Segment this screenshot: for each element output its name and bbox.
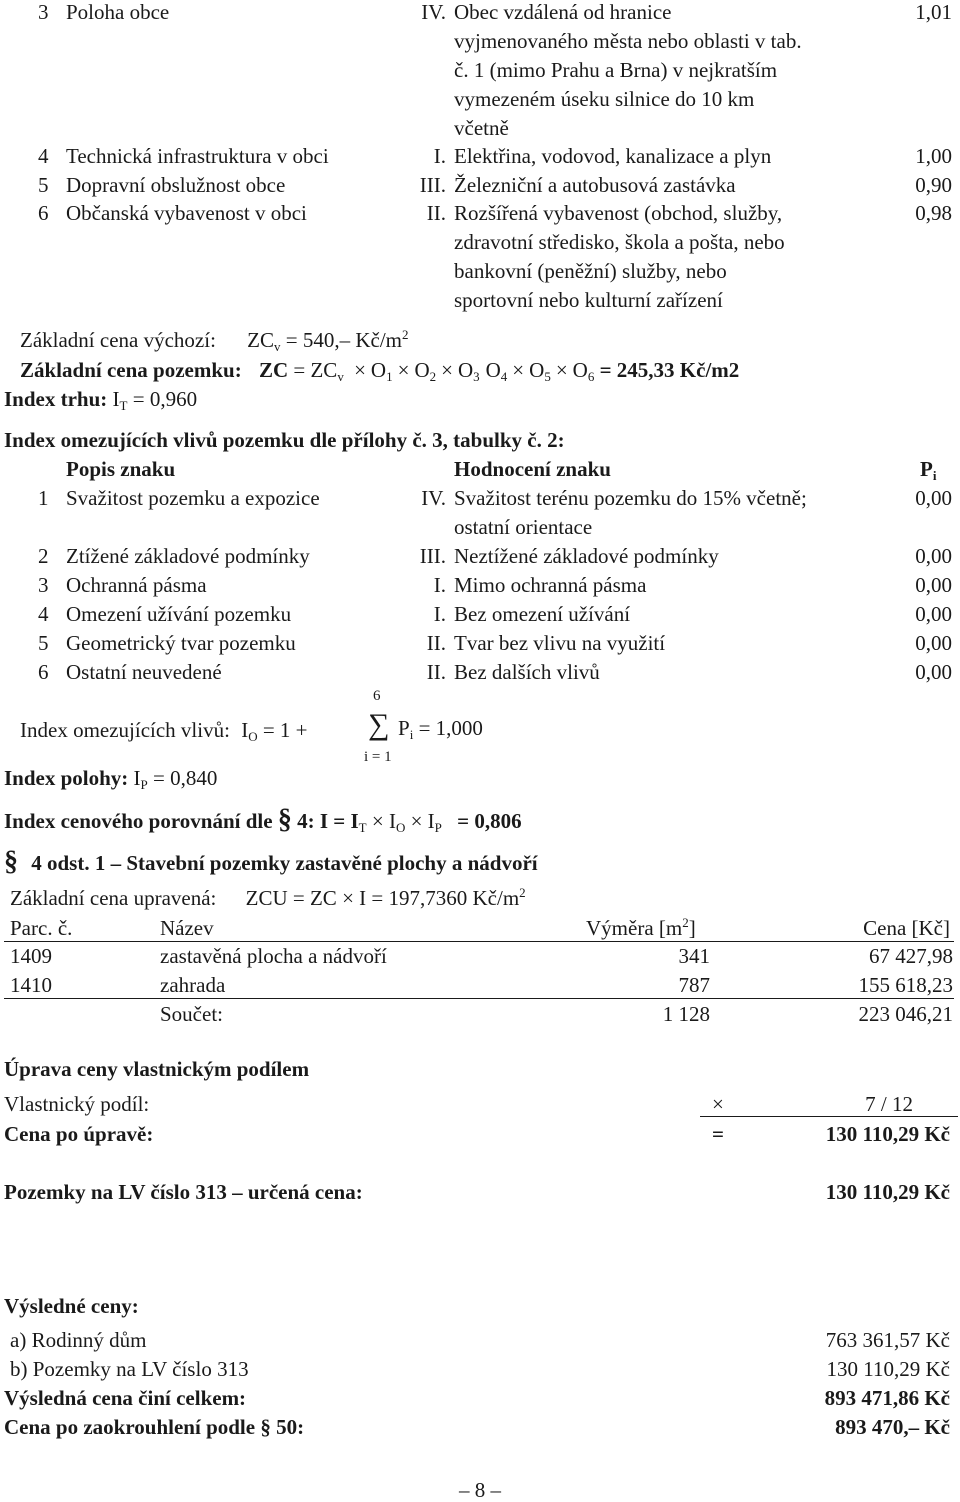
criteria-number: 3 <box>38 0 49 24</box>
restrict-description: Svažitost terénu pozemku do 15% včetně; <box>454 486 807 510</box>
factor-o: O <box>370 358 387 382</box>
restrict-value: 0,00 <box>915 660 952 684</box>
base-price-line: Základní cena výchozí: $ZC_v = 540,-$ $Kč/m^2$ <box>20 327 409 354</box>
factor-o: O <box>572 358 588 382</box>
restrict-index-sum: $P_i = 1,000$ <box>398 716 483 742</box>
ownership-heading: Úprava ceny vlastnickým podílem <box>4 1057 310 1081</box>
criteria-number: 4 <box>38 144 49 168</box>
criteria-value: 1,00 <box>915 144 952 168</box>
ownership-share-label: Vlastnický podíl: <box>4 1092 150 1116</box>
ownership-share-value: 7 / 12 <box>865 1092 913 1116</box>
criteria-description: zdravotní středisko, škola a pošta, nebo <box>454 230 785 254</box>
after-adjust-label: Cena po úpravě: <box>4 1122 154 1146</box>
land-price-line: Základní cena pozemku: ZC = $ZC_v \times O_1 \times O_2 \times O_3$ $O_4 \times O_5 \times O_6 = 245,33$ Kč/m2 <box>20 358 740 384</box>
criteria-value: 0,98 <box>915 201 952 225</box>
lv-price-label: Pozemky na LV číslo 313 – určená cena: <box>4 1180 363 1204</box>
restrict-value: 0,00 <box>915 631 952 655</box>
parcels-header-c1: Parc. č. <box>10 916 73 940</box>
factor-index: 6 <box>587 369 595 384</box>
lv-price-value: 130 110,29 Kč <box>825 1180 950 1204</box>
sigma-symbol: ∑ <box>368 708 390 741</box>
restrict-index-line: Index omezujících vlivů: $I_O = 1$ + <box>20 718 308 744</box>
restrict-label: Ostatní neuvedené <box>66 660 222 684</box>
restrict-header-c2: Hodnocení znaku <box>454 457 611 481</box>
criteria-description: vyjmenovaného města nebo oblasti v tab. <box>454 29 802 53</box>
restrict-number: 2 <box>38 544 49 568</box>
adjusted-price-line: Základní cena upravená: ZCU = ZC × I = 197,7360 $Kč/m^2$ <box>10 885 526 910</box>
restrict-rank: III. <box>419 544 446 568</box>
criteria-rank: I. <box>433 144 446 168</box>
restrict-description: Tvar bez vlivu na využití <box>454 631 666 655</box>
after-adjust-value: 130 110,29 Kč <box>825 1122 950 1146</box>
parcel-name: zastavěná plocha a nádvoří <box>160 944 387 968</box>
parcels-header-c4: Cena [Kč] <box>863 916 950 940</box>
restrict-number: 5 <box>38 631 49 655</box>
criteria-value: 0,90 <box>915 173 952 197</box>
restrict-rank: II. <box>426 631 446 655</box>
criteria-description: Železniční a autobusová zastávka <box>454 173 736 197</box>
restrict-header-c1: Popis znaku <box>66 457 176 481</box>
criteria-rank: II. <box>426 201 446 225</box>
criteria-label: Dopravní obslužnost obce <box>66 173 286 197</box>
factor-index: 1 <box>386 369 393 384</box>
parcel-price: 67 427,98 <box>869 944 953 968</box>
restrict-number: 1 <box>38 486 49 510</box>
factor-index: 2 <box>429 369 437 384</box>
land-price-result: = 245,33 Kč/m2 <box>599 358 740 382</box>
land-price-label: Základní cena pozemku: <box>20 358 242 382</box>
criteria-label: Technická infrastruktura v obci <box>66 144 329 168</box>
factor-o: O <box>457 358 474 382</box>
restrict-description: ostatní orientace <box>454 515 593 539</box>
result-value: 893 471,86 Kč <box>824 1386 950 1410</box>
result-label: a) Rodinný dům <box>10 1328 147 1352</box>
parcels-sum-price: 223 046,21 <box>858 1002 953 1026</box>
adjusted-price-formula: ZCU = ZC × I = 197,7360 Kč/m <box>245 886 520 910</box>
criteria-description: bankovní (peněžní) služby, nebo <box>454 259 727 283</box>
criteria-description: včetně <box>454 116 509 140</box>
factor-index: 4 <box>500 369 508 384</box>
result-label: Cena po zaokrouhlení podle § 50: <box>4 1415 305 1439</box>
compare-index-value: = 0,806 <box>457 809 522 833</box>
restrict-description: Neztížené základové podmínky <box>454 544 719 568</box>
criteria-number: 6 <box>38 201 49 225</box>
result-value: 893 470,– Kč <box>835 1415 950 1439</box>
restrict-heading: Index omezujících vlivů pozemku dle přílohy č. 3, tabulky č. 2: <box>4 428 565 452</box>
base-price-value: = 540,– Kč/m <box>285 328 403 352</box>
land-price-factors <box>349 358 600 382</box>
market-index-line: Index trhu: $I_T = 0,960$ <box>4 387 198 413</box>
page-number: – 8 – <box>459 1478 501 1502</box>
result-value: 763 361,57 Kč <box>825 1328 950 1352</box>
ownership-share-op: × <box>712 1092 724 1116</box>
position-index-line: Index polohy: $I_P = 0,840$ <box>4 766 218 792</box>
criteria-description: č. 1 (mimo Prahu a Brna) v nejkratším <box>454 58 778 82</box>
restrict-value: 0,00 <box>915 602 952 626</box>
factor-o: O <box>485 358 501 382</box>
restrict-rank: IV. <box>421 486 446 510</box>
times-sign: × <box>555 358 568 382</box>
restrict-label: Ochranná pásma <box>66 573 207 597</box>
parcels-sum-rule <box>4 998 954 999</box>
parcel-area: 787 <box>678 973 710 997</box>
market-index-value: = 0,960 <box>132 387 198 411</box>
compare-index-line: Index cenového porovnání dle § 4: $I = I_T \times I_O \times I_P = 0,806$ <box>4 804 522 835</box>
restrict-number: 3 <box>38 573 49 597</box>
restrict-label: Geometrický tvar pozemku <box>66 631 296 655</box>
criteria-value: 1,01 <box>915 0 952 24</box>
restrict-value: 0,00 <box>915 573 952 597</box>
parcel-number: 1410 <box>10 973 52 997</box>
sigma-bottom: i = 1 <box>364 749 392 765</box>
parcels-header-c2: Název <box>160 916 214 940</box>
parcel-name: zahrada <box>160 973 226 997</box>
factor-o: O <box>414 358 430 382</box>
factor-o: O <box>529 358 545 382</box>
parcels-sum-area: 1 128 <box>662 1002 710 1026</box>
restrict-rank: II. <box>426 660 446 684</box>
criteria-rank: III. <box>419 173 446 197</box>
restrict-description: Bez dalších vlivů <box>454 660 600 684</box>
criteria-description: Obec vzdálená od hranice <box>454 0 672 24</box>
parcels-header-c3: Výměra $[m^2]$ <box>586 915 696 940</box>
criteria-description: vymezeném úseku silnice do 10 km <box>454 87 755 111</box>
restrict-value: 0,00 <box>915 544 952 568</box>
restrict-rank: I. <box>433 573 446 597</box>
after-adjust-op: = <box>712 1122 724 1146</box>
criteria-description: Elektřina, vodovod, kanalizace a plyn <box>454 144 772 168</box>
factor-index: 5 <box>544 369 551 384</box>
factor-index: 3 <box>473 369 480 384</box>
times-sign: × <box>512 358 525 382</box>
section-heading: § 4 odst. 1 – Stavební pozemky zastavěné plochy a nádvoří <box>4 846 538 877</box>
restrict-header-c3: $P_i$ <box>920 457 937 483</box>
restrict-number: 4 <box>38 602 49 626</box>
result-label: Výsledná cena činí celkem: <box>4 1386 247 1410</box>
times-sign: × <box>354 358 366 382</box>
restrict-description: Bez omezení užívání <box>454 602 631 626</box>
result-value: 130 110,29 Kč <box>826 1357 950 1381</box>
criteria-description: Rozšířená vybavenost (obchod, služby, <box>454 201 783 225</box>
restrict-number: 6 <box>38 660 49 684</box>
result-label: b) Pozemky na LV číslo 313 <box>10 1357 249 1381</box>
criteria-description: sportovní nebo kulturní zařízení <box>454 288 723 312</box>
base-price-label: Základní cena výchozí: <box>20 328 216 352</box>
position-index-value: = 0,840 <box>153 766 218 790</box>
parcel-price: 155 618,23 <box>858 973 953 997</box>
criteria-number: 5 <box>38 173 49 197</box>
results-heading: Výsledné ceny: <box>4 1294 139 1318</box>
parcel-number: 1409 <box>10 944 52 968</box>
parcels-header-rule <box>4 941 954 942</box>
restrict-label: Omezení užívání pozemku <box>66 602 292 626</box>
ownership-rule <box>700 1116 958 1117</box>
sigma-top: 6 <box>373 688 381 704</box>
restrict-rank: I. <box>433 602 446 626</box>
restrict-label: Ztížené základové podmínky <box>66 544 310 568</box>
times-sign: × <box>441 358 453 382</box>
restrict-description: Mimo ochranná pásma <box>454 573 647 597</box>
restrict-value: 0,00 <box>915 486 952 510</box>
restrict-index-value: = 1,000 <box>418 716 483 740</box>
parcel-area: 341 <box>678 944 710 968</box>
times-sign: × <box>397 358 410 382</box>
parcels-sum-label: Součet: <box>160 1002 223 1026</box>
criteria-rank: IV. <box>421 0 446 24</box>
criteria-label: Poloha obce <box>66 0 170 24</box>
restrict-label: Svažitost pozemku a expozice <box>66 486 320 510</box>
criteria-label: Občanská vybavenost v obci <box>66 201 307 225</box>
